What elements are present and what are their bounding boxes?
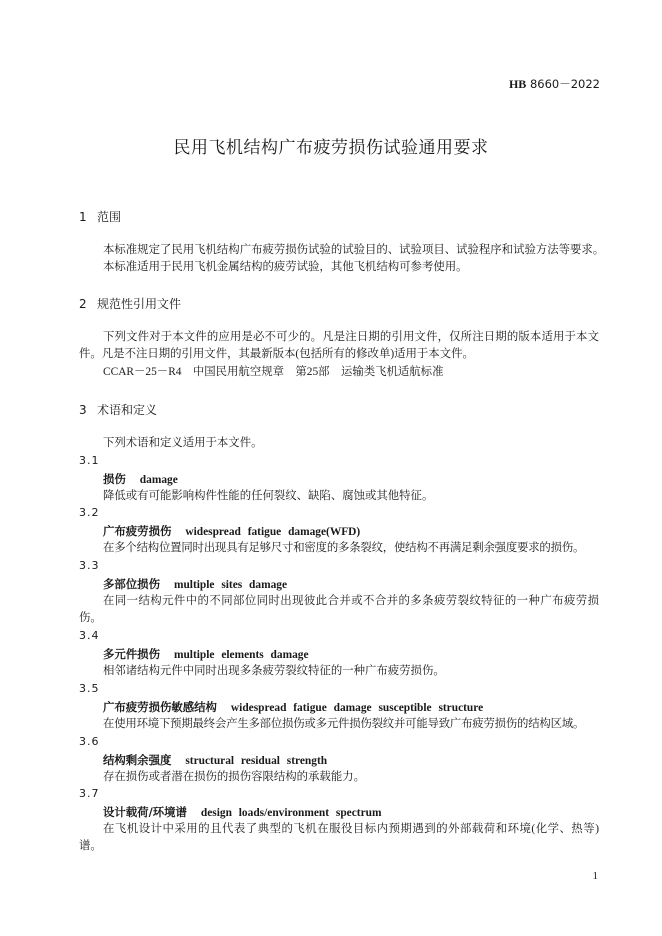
section-1-heading [79,208,121,225]
section-title: 范围 [97,210,122,224]
term-entry [103,752,327,768]
standard-prefix: HB [508,77,527,91]
term-zh: 广布疲劳损伤敏感结构 [103,700,217,714]
term-en: multiple elements damage [173,649,309,661]
standard-code: 8660－2022 [526,77,600,91]
term-zh: 设计载荷/环境谱 [103,805,187,819]
term-definition: 存在损伤或者潜在损伤的损伤容限结构的承载能力。 [103,771,365,783]
normative-reference: CCAR－25－R4 中国民用航空规章 第25部 运输类飞机适航标准 [103,366,444,378]
term-entry [103,523,360,539]
standard-number [509,76,600,92]
term-zh: 损伤 [103,472,126,486]
section-number: 1 [79,210,87,224]
term-en: design loads/environment spectrum [200,807,382,819]
term-entry [103,804,381,820]
term-definition: 在同一结构元件中的不同部位同时出现彼此合并或不合并的多条疲劳裂纹特征的一种广布疲劳损伤。 [79,595,599,624]
clause-number: 3.5 [79,682,100,695]
term-definition: 相邻诸结构元件中同时出现多条疲劳裂纹特征的一种广布疲劳损伤。 [103,665,445,677]
term-zh: 广布疲劳损伤 [103,524,172,538]
term-definition: 降低或有可能影响构件性能的任何裂纹、缺陷、腐蚀或其他特征。 [103,490,434,502]
term-en: widespread fatigue damage(WFD) [185,526,361,538]
paragraph: 下列文件对于本文件的应用是必不可少的。凡是注日期的引用文件，仅所注日期的版本适用于本文件。凡是不注日期的引用文件，其最新版本(包括所有的修改单)适用于本文件。 [79,331,599,360]
clause-number: 3.6 [79,735,100,748]
term-en: structural residual strength [185,755,328,767]
term-en: widespread fatigue damage susceptible structure [230,702,484,714]
term-zh: 结构剩余强度 [103,753,172,767]
term-entry [103,471,178,487]
term-entry [103,576,287,592]
term-zh: 多元件损伤 [103,647,160,661]
section-2-heading [79,295,181,312]
clause-number: 3.7 [79,787,100,800]
section-title: 术语和定义 [97,403,158,417]
section-title: 规范性引用文件 [97,297,182,311]
page-number: 1 [592,870,598,882]
clause-number: 3.2 [79,506,100,519]
term-definition: 在多个结构位置同时出现具有足够尺寸和密度的多条裂纹，使结构不再满足剩余强度要求的损伤。 [103,542,585,554]
paragraph: 本标准适用于民用飞机金属结构的疲劳试验，其他飞机结构可参考使用。 [103,261,468,273]
term-en: multiple sites damage [173,579,288,591]
paragraph: 本标准规定了民用飞机结构广布疲劳损伤试验的试验目的、试验项目、试验程序和试验方法等要求。 [103,244,605,256]
term-entry [103,646,309,662]
section-3-heading [79,401,157,418]
section-number: 2 [79,297,87,311]
term-definition: 在飞机设计中采用的且代表了典型的飞机在服役目标内预期遇到的外部载荷和环境(化学、热等)谱。 [79,823,599,852]
clause-number: 3.1 [79,454,100,467]
paragraph: 下列术语和定义适用于本文件。 [103,437,263,449]
clause-number: 3.3 [79,559,100,572]
term-zh: 多部位损伤 [103,577,160,591]
term-entry [103,699,483,715]
document-title: 民用飞机结构广布疲劳损伤试验通用要求 [173,138,489,158]
section-number: 3 [79,403,87,417]
term-en: damage [139,474,178,486]
clause-number: 3.4 [79,629,100,642]
term-definition: 在使用环境下预期最终会产生多部位损伤或多元件损伤裂纹并可能导致广布疲劳损伤的结构区域。 [103,718,585,730]
